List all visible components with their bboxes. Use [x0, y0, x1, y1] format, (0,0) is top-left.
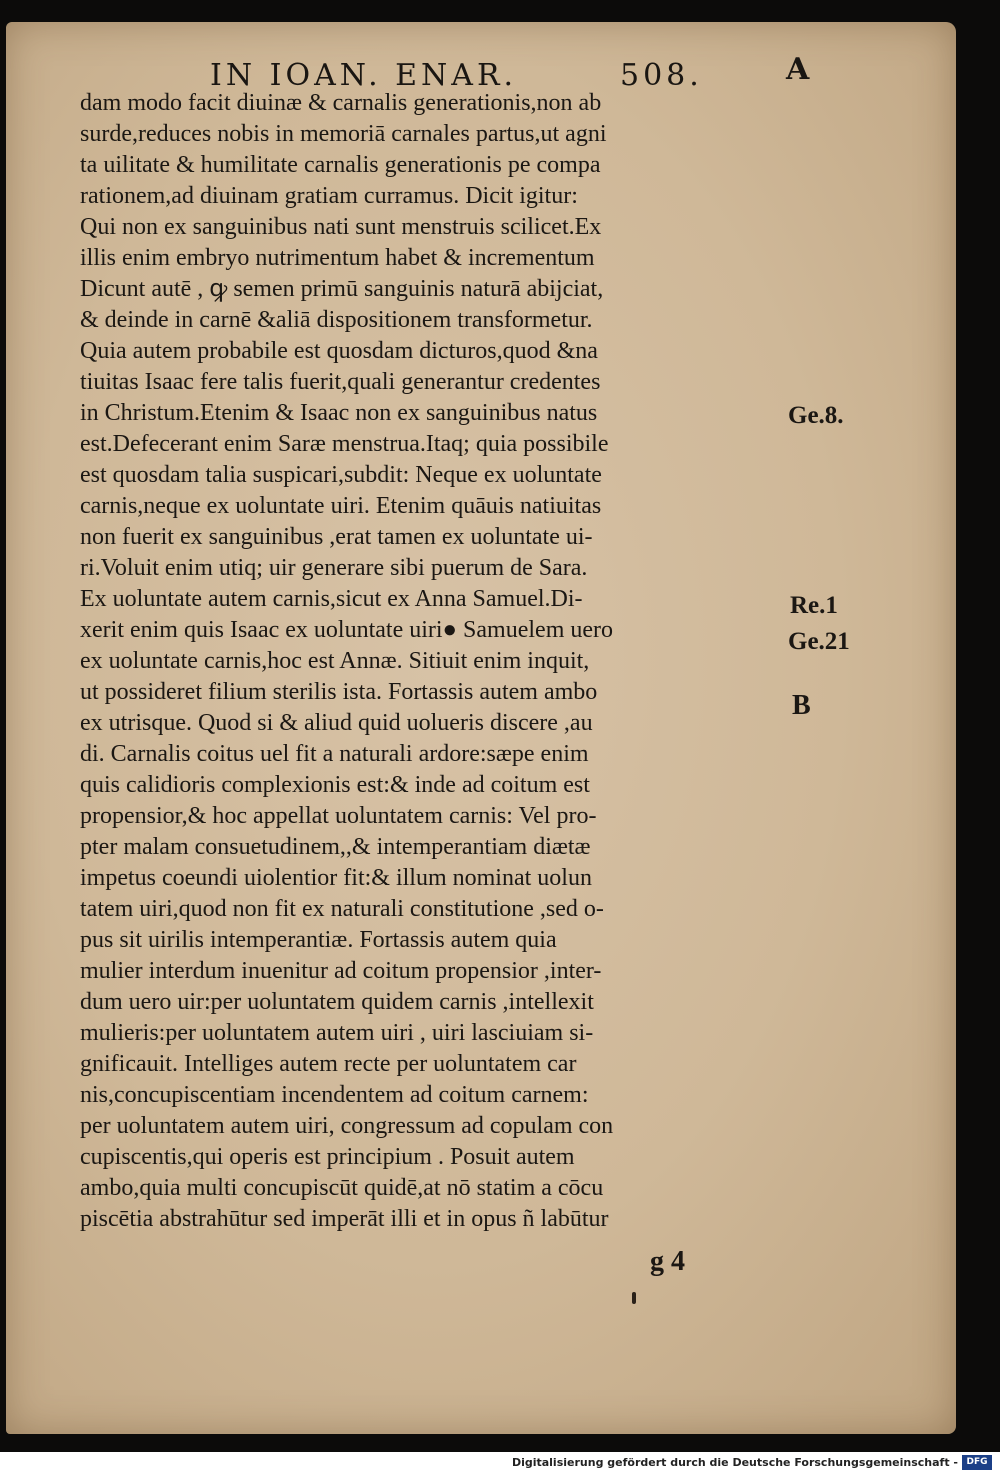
text-line: rationem,ad diuinam gratiam curramus. Dicit igitur:: [80, 183, 578, 209]
text-line: illis enim embryo nutrimentum habet & incrementum: [80, 245, 595, 271]
text-line: non fuerit ex sanguinibus ,erat tamen ex uoluntate ui-: [80, 524, 593, 550]
text-line: tatem uiri,quod non fit ex naturali constitutione ,sed o-: [80, 896, 604, 922]
folio-number: 508.: [620, 58, 703, 93]
digitization-footer: [0, 1452, 1000, 1474]
text-line: Ex uoluntate autem carnis,sicut ex Anna Samuel.Di-: [80, 586, 583, 612]
text-line: est.Defecerant enim Saræ menstrua.Itaq; quia possibile: [80, 431, 609, 457]
text-line: tiuitas Isaac fere talis fuerit,quali generantur credentes: [80, 369, 601, 395]
text-line: ambo,quia multi concupiscūt quidē,at nō statim a cōcu: [80, 1175, 604, 1201]
text-line: ex utrisque. Quod si & aliud quid uolueris discere ,au: [80, 710, 593, 736]
text-line: gnificauit. Intelliges autem recte per uoluntatem car: [80, 1051, 577, 1077]
margin-note-reges-1: Re.1: [790, 592, 838, 619]
text-line: Qui non ex sanguinibus nati sunt menstruis scilicet.Ex: [80, 214, 602, 240]
signature-catchword: g 4: [650, 1246, 685, 1277]
text-line: mulier interdum inuenitur ad coitum propensior ,inter-: [80, 958, 602, 984]
text-line: dam modo facit diuinæ & carnalis generationis,non ab: [80, 90, 602, 116]
ink-speck: [632, 1292, 636, 1304]
margin-note-genesis-8: Ge.8.: [788, 402, 844, 429]
text-line: quis calidioris complexionis est:& inde ad coitum est: [80, 772, 590, 798]
running-head-title: IN IOAN. ENAR.: [210, 58, 518, 93]
text-line: nis,concupiscentiam incendentem ad coitum carnem:: [80, 1082, 589, 1108]
text-line: propensior,& hoc appellat uoluntatem carnis: Vel pro-: [80, 803, 597, 829]
text-line: in Christum.Etenim & Isaac non ex sanguinibus natus: [80, 400, 598, 426]
text-line: mulieris:per uoluntatem autem uiri , uiri lasciuiam si-: [80, 1020, 594, 1046]
text-line: impetus coeundi uiolentior fit:& illum nominat uolun: [80, 865, 592, 891]
text-line: surde,reduces nobis in memoriā carnales partus,ut agni: [80, 121, 607, 147]
text-line: Quia autem probabile est quosdam dicturos,quod &na: [80, 338, 598, 364]
text-line: ri.Voluit enim utiq; uir generare sibi puerum de Sara.: [80, 555, 588, 581]
text-line: xerit enim quis Isaac ex uoluntate uiri● Samuelem uero: [80, 617, 614, 643]
signature-mark-b: B: [792, 690, 811, 721]
text-line: pus sit uirilis intemperantiæ. Fortassis autem quia: [80, 927, 557, 953]
text-line: dum uero uir:per uoluntatem quidem carnis ,intellexit: [80, 989, 594, 1015]
signature-mark-a: A: [786, 52, 810, 87]
text-line: per uoluntatem autem uiri, congressum ad copulam con: [80, 1113, 614, 1139]
margin-note-genesis-21: Ge.21: [788, 628, 850, 655]
text-line: ta uilitate & humilitate carnalis generationis pe compa: [80, 152, 601, 178]
text-line: Dicunt autē , ꝙ semen primū sanguinis naturā abijciat,: [80, 276, 604, 302]
funding-credit: Digitalisierung gefördert durch die Deutsche Forschungsgemeinschaft -: [511, 1456, 958, 1469]
text-line: ut possideret filium sterilis ista. Fortassis autem ambo: [80, 679, 598, 705]
text-line: piscētia abstrahūtur sed imperāt illi et in opus ñ labūtur: [80, 1206, 609, 1232]
text-line: & deinde in carnē &aliā dispositionem transformetur.: [80, 307, 593, 333]
text-line: pter malam consuetudinem,,& intemperantiam diætæ: [80, 834, 591, 860]
text-line: cupiscentis,qui operis est principium . Posuit autem: [80, 1144, 575, 1170]
text-line: est quosdam talia suspicari,subdit: Neque ex uoluntate: [80, 462, 602, 488]
text-line: di. Carnalis coitus uel fit a naturali ardore:sæpe enim: [80, 741, 589, 767]
dfg-logo: DFG: [962, 1455, 992, 1470]
text-line: carnis,neque ex uoluntate uiri. Etenim quāuis natiuitas: [80, 493, 602, 519]
text-line: ex uoluntate carnis,hoc est Annæ. Sitiuit enim inquit,: [80, 648, 590, 674]
